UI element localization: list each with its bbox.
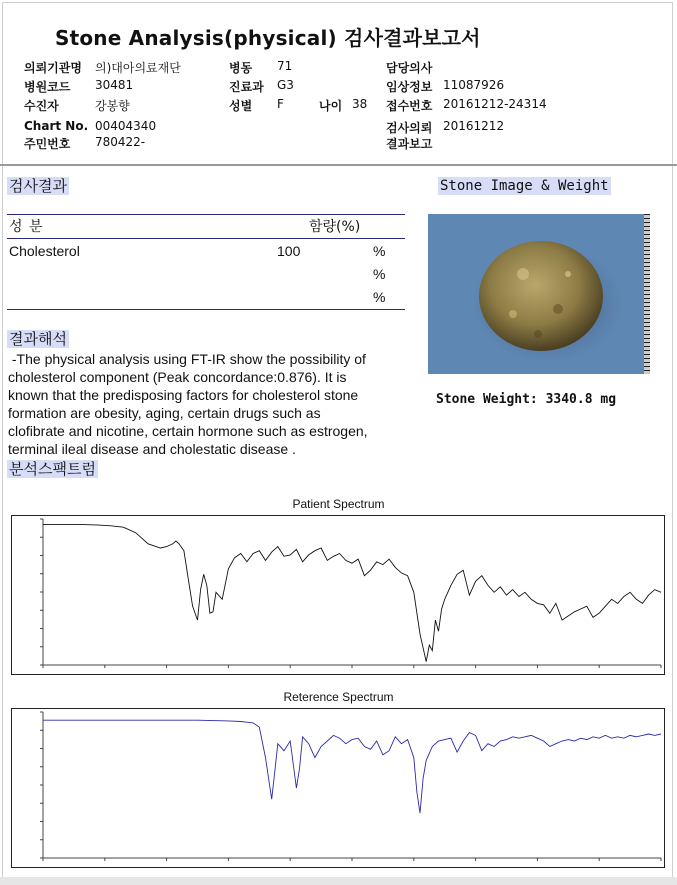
stone-heading: Stone Image & Weight — [440, 178, 609, 194]
stone-image-icon — [428, 214, 650, 374]
interpretation-line: cholesterol component (Peak concordance:0.876). It is — [8, 369, 347, 385]
result-unit-1: % — [373, 266, 386, 282]
stone-weight-unit: mg — [600, 392, 617, 407]
interpretation-text — [8, 350, 426, 458]
ward-value: 71 — [277, 59, 293, 73]
spectrum-heading: 분석스팩트럼 — [9, 460, 96, 478]
col-component: 성 분 — [9, 219, 44, 235]
interpretation-line: clofibrate and nicotine, certain hormone such as estrogen, — [8, 423, 368, 439]
reference-spectrum-title: Reterence Spectrum — [283, 690, 394, 704]
doctor-label: 담당의사 — [386, 61, 433, 75]
chart-label: Chart No. — [24, 119, 89, 133]
agency-value: 의)대아의료재단 — [95, 61, 181, 75]
result-unit-2: % — [373, 289, 386, 305]
receipt-label: 접수번호 — [386, 99, 433, 113]
page-bottom-bar — [0, 877, 677, 885]
chart-value: 00404340 — [95, 119, 157, 133]
clinical-label: 임상정보 — [386, 80, 433, 94]
scale-ruler — [644, 214, 650, 374]
hospital-code-label: 병원코드 — [24, 80, 71, 94]
interpretation-line: formation are obesity, aging, certain drugs such as — [8, 405, 321, 421]
interpretation-line: known that the predisposing factors for cholesterol stone — [8, 387, 359, 403]
interpretation-heading: 결과해석 — [9, 330, 67, 348]
age-label: 나이 — [319, 99, 343, 113]
interpretation-line: -The physical analysis using FT-IR show the possibility of — [8, 351, 366, 367]
results-table-top — [7, 214, 405, 215]
stone-weight — [436, 392, 616, 407]
patient-spectrum-chart — [11, 515, 665, 675]
sex-value: F — [277, 97, 284, 111]
patient-spectrum-title: Patient Spectrum — [292, 497, 385, 511]
sex-label: 성별 — [229, 99, 253, 113]
stone-weight-label: Stone Weight: — [436, 392, 538, 407]
resident-value: 780422- — [95, 135, 146, 149]
interpretation-line: terminal ileal disease and cholestatic disease . — [8, 441, 296, 457]
agency-label: 의뢰기관명 — [24, 61, 82, 75]
results-header-line — [7, 238, 405, 239]
stone-photo — [428, 214, 650, 374]
result-value-0: 100 — [277, 243, 301, 259]
request-label: 검사의뢰 — [386, 121, 433, 135]
ward-label: 병동 — [229, 61, 253, 75]
stone-weight-value: 3340.8 — [545, 392, 593, 407]
report-title: Stone Analysis(physical) 검사결과보고서 — [55, 26, 481, 50]
chart-frame — [12, 516, 665, 675]
result-component-0: Cholesterol — [9, 243, 80, 259]
results-table-bottom — [7, 309, 405, 310]
hospital-code-value: 30481 — [95, 78, 134, 92]
header-divider — [0, 164, 677, 166]
results-heading: 검사결과 — [9, 177, 67, 195]
dept-label: 진료과 — [229, 80, 264, 94]
reference-spectrum-chart — [11, 708, 665, 868]
dept-value: G3 — [277, 78, 294, 92]
resident-label: 주민번호 — [24, 137, 71, 151]
col-content: 함량(%) — [309, 219, 361, 235]
age-value: 38 — [352, 97, 368, 111]
receipt-value: 20161212-24314 — [443, 97, 547, 111]
clinical-value: 11087926 — [443, 78, 505, 92]
result-unit-0: % — [373, 243, 386, 259]
request-value: 20161212 — [443, 119, 505, 133]
patient-value: 강봉향 — [95, 99, 130, 113]
patient-label: 수진자 — [24, 99, 59, 113]
chart-frame — [12, 709, 665, 868]
report-label: 결과보고 — [386, 137, 433, 151]
